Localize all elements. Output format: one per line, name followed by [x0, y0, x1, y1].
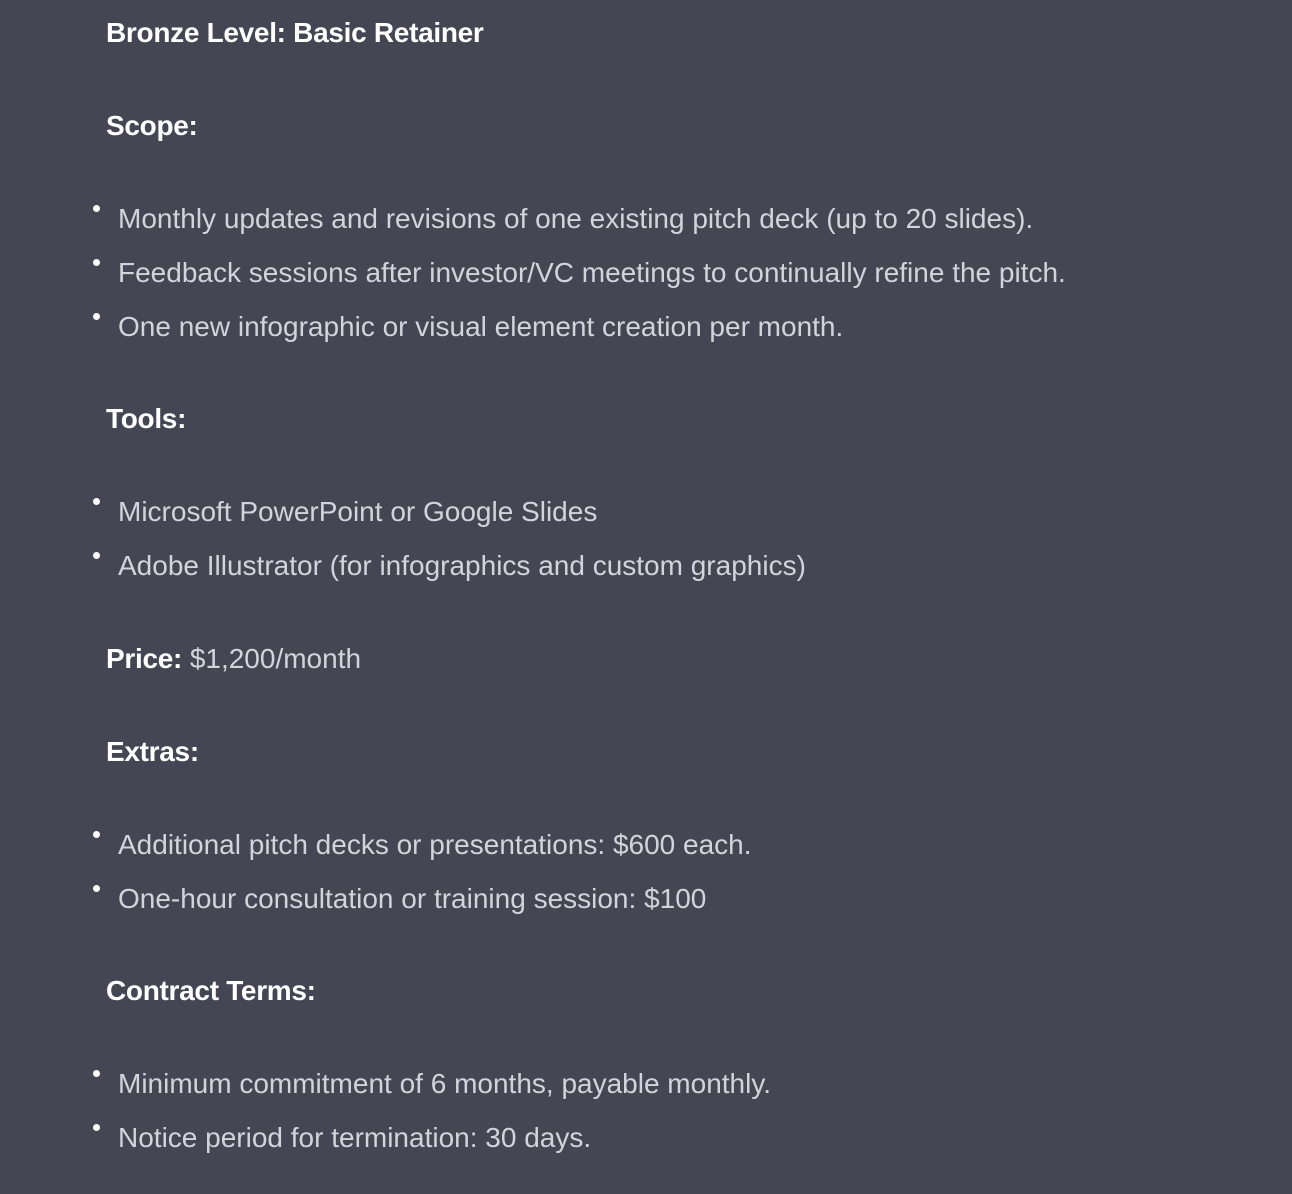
bullet-icon [93, 831, 100, 838]
list-item [0, 1121, 1292, 1161]
price-line [106, 642, 361, 676]
list-item [0, 828, 1292, 868]
bullet-icon [93, 498, 100, 505]
scope-heading: Scope: [106, 110, 198, 141]
contract-terms-heading: Contract Terms: [106, 975, 316, 1006]
page-title: Bronze Level: Basic Retainer [106, 17, 484, 48]
list-item-text: One-hour consultation or training session: $100 [118, 883, 707, 914]
list-item [0, 202, 1292, 242]
list-item [0, 495, 1292, 535]
bullet-icon [93, 552, 100, 559]
list-item-text: Monthly updates and revisions of one existing pitch deck (up to 20 slides). [118, 203, 1034, 234]
list-item [0, 882, 1292, 922]
list-item-text: Additional pitch decks or presentations: $600 each. [118, 829, 752, 860]
list-item [0, 310, 1292, 350]
list-item-text: Notice period for termination: 30 days. [118, 1122, 592, 1153]
bullet-icon [93, 205, 100, 212]
price-value: $1,200/month [189, 643, 362, 674]
tools-heading: Tools: [106, 403, 187, 434]
price-label: Price: [106, 643, 183, 674]
bullet-icon [93, 259, 100, 266]
bullet-icon [93, 1124, 100, 1131]
bullet-icon [93, 885, 100, 892]
list-item-text: Microsoft PowerPoint or Google Slides [118, 496, 598, 527]
list-item [0, 1067, 1292, 1107]
list-item-text: One new infographic or visual element creation per month. [118, 311, 844, 342]
list-item-text: Minimum commitment of 6 months, payable monthly. [118, 1068, 772, 1099]
list-item-text: Adobe Illustrator (for infographics and custom graphics) [118, 550, 806, 581]
bullet-icon [93, 1070, 100, 1077]
extras-heading: Extras: [106, 736, 199, 767]
list-item-text: Feedback sessions after investor/VC meetings to continually refine the pitch. [118, 257, 1066, 288]
list-item [0, 256, 1292, 296]
list-item [0, 549, 1292, 589]
bullet-icon [93, 313, 100, 320]
